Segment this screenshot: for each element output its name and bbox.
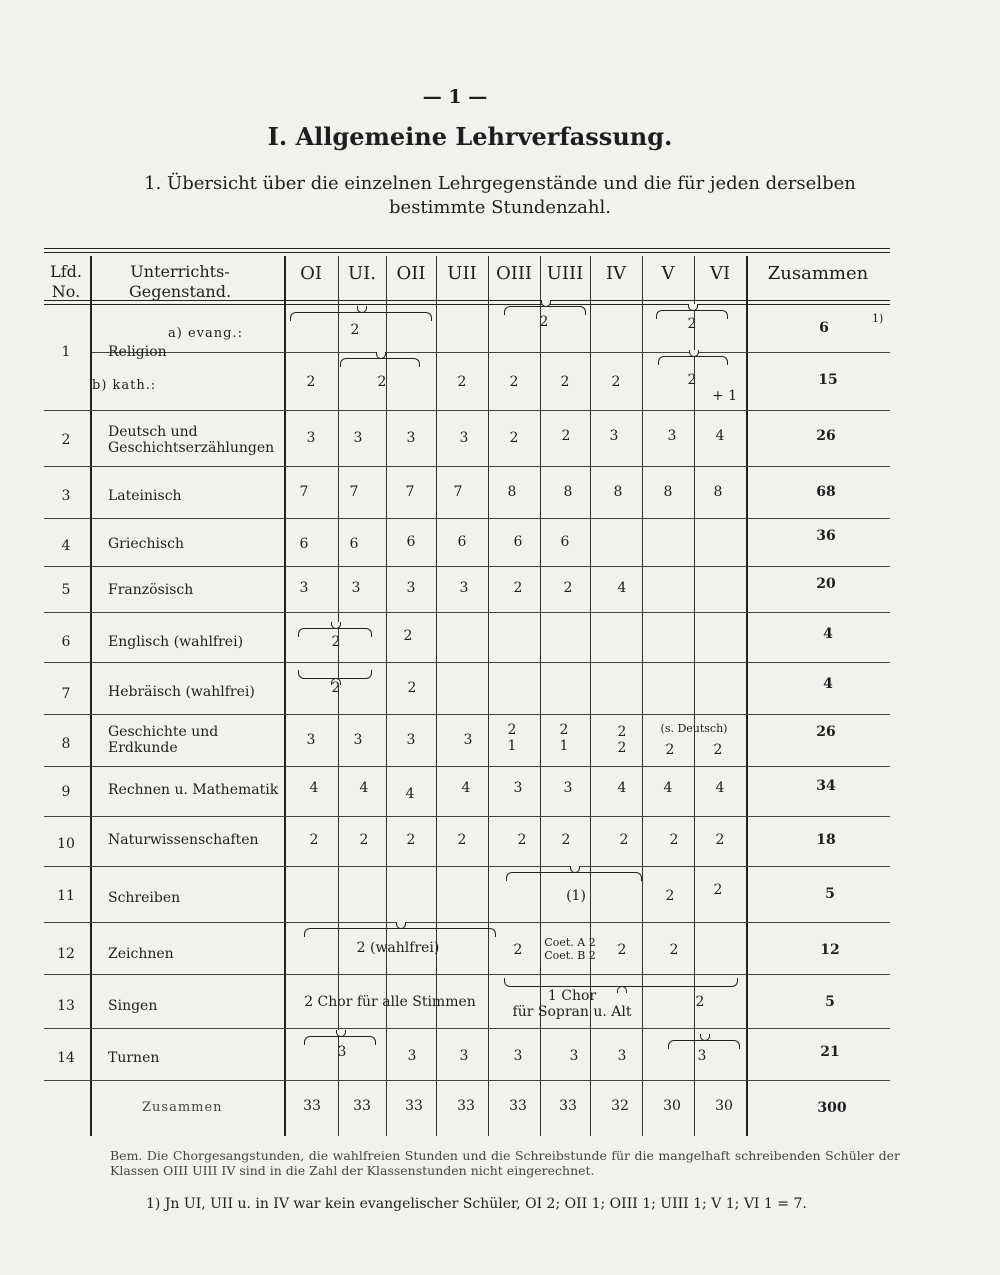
- row-8-oii: 3: [406, 732, 416, 748]
- row-3-uii: 7: [453, 484, 463, 500]
- row-3-total: 68: [816, 484, 836, 500]
- caption-line-2: bestimmte Stundenzahl.: [389, 197, 611, 218]
- row-2-subject: Deutsch und Geschichtserzählungen: [108, 424, 275, 456]
- table-caption: [110, 172, 890, 220]
- row-9-v: 4: [663, 780, 673, 796]
- row-1b-extra: + 1: [712, 388, 738, 404]
- row-5-total: 20: [816, 576, 836, 592]
- row-3-ui: 7: [349, 484, 359, 500]
- row-2-oi: 3: [306, 430, 316, 446]
- table-top-rule-2: [44, 252, 890, 253]
- row-1b-iv: 2: [611, 374, 621, 390]
- sum-iv: 32: [611, 1098, 629, 1114]
- brace-r13: [504, 978, 738, 987]
- sum-ui: 33: [353, 1098, 371, 1114]
- row-14-subject: Turnen: [108, 1050, 160, 1066]
- row-3-v: 8: [663, 484, 673, 500]
- row-11-vi: 2: [713, 882, 723, 898]
- row-11-total: 5: [825, 886, 835, 902]
- row-2-uii: 3: [459, 430, 469, 446]
- row-2-oii: 3: [406, 430, 416, 446]
- row-3-subject: Lateinisch: [108, 488, 182, 504]
- row-4-uiii: 6: [560, 534, 570, 550]
- col-divider-vi: [746, 256, 748, 1136]
- row-12-merged: 2 (wahlfrei): [356, 940, 440, 956]
- row-10-iv: 2: [619, 832, 629, 848]
- row-1a-oiii-uiii: 2: [539, 314, 549, 330]
- row-6-total: 4: [823, 626, 833, 642]
- row-2-uiii: 2: [561, 428, 571, 444]
- row-14-total: 21: [820, 1044, 840, 1060]
- row-1a-v-vi: 2: [687, 316, 697, 332]
- row-7-subject: Hebräisch (wahlfrei): [108, 684, 255, 700]
- row-14-iv: 3: [617, 1048, 627, 1064]
- row-5-no: 5: [61, 582, 71, 598]
- row-8-uiii: 2 1: [559, 722, 569, 754]
- row-3-uiii: 8: [563, 484, 573, 500]
- row-sep-14: [44, 1080, 890, 1081]
- row-4-no: 4: [61, 538, 71, 554]
- caption-line-1: 1. Übersicht über die einzelnen Lehrgegenstände und die für jeden derselben: [144, 173, 856, 194]
- row-1b-uiii: 2: [560, 374, 570, 390]
- row-1a-oi-oii: 2: [350, 322, 360, 338]
- row-12-subject: Zeichnen: [108, 946, 174, 962]
- row-14-uii: 3: [459, 1048, 469, 1064]
- header-uiii: UIII: [546, 263, 584, 284]
- page-number: — 1 —: [422, 86, 488, 108]
- header-bottom-rule-2: [44, 304, 890, 305]
- row-5-subject: Französisch: [108, 582, 194, 598]
- row-8-see-deutsch: (s. Deutsch): [660, 722, 728, 735]
- row-3-no: 3: [61, 488, 71, 504]
- row-5-ui: 3: [351, 580, 361, 596]
- sum-oiii: 33: [509, 1098, 527, 1114]
- row-14-no: 14: [57, 1050, 75, 1066]
- sum-uii: 33: [457, 1098, 475, 1114]
- row-4-oii: 6: [406, 534, 416, 550]
- row-8-vi: 2: [713, 742, 723, 758]
- row-6-oii: 2: [403, 628, 413, 644]
- row-14-oii: 3: [407, 1048, 417, 1064]
- row-14-uiii: 3: [569, 1048, 579, 1064]
- col-divider-iv: [642, 256, 643, 1136]
- sum-uiii: 33: [559, 1098, 577, 1114]
- row-12-oiii: 2: [513, 942, 523, 958]
- row-9-no: 9: [61, 784, 71, 800]
- row-7-no: 7: [61, 686, 71, 702]
- row-10-oi: 2: [309, 832, 319, 848]
- row-12-no: 12: [57, 946, 75, 962]
- row-3-oiii: 8: [507, 484, 517, 500]
- row-3-vi: 8: [713, 484, 723, 500]
- row-2-total: 26: [816, 428, 836, 444]
- row-5-oiii: 2: [513, 580, 523, 596]
- row-5-oi: 3: [299, 580, 309, 596]
- row-3-iv: 8: [613, 484, 623, 500]
- header-oi: OI: [300, 263, 322, 284]
- table-top-rule: [44, 248, 890, 249]
- row-2-no: 2: [61, 432, 71, 448]
- row-11-v: 2: [665, 888, 675, 904]
- header-subject: Unterrichts- Gegenstand.: [128, 262, 232, 301]
- row-1b-label: b) kath.:: [92, 378, 157, 393]
- row-13-merged-1: 2 Chor für alle Stimmen: [304, 994, 476, 1010]
- col-divider-uii: [488, 256, 489, 1136]
- row-5-oii: 3: [406, 580, 416, 596]
- row-sep-9: [44, 816, 890, 817]
- header-v: V: [661, 263, 675, 284]
- row-1b-v-vi: 2: [687, 372, 697, 388]
- row-4-subject: Griechisch: [108, 536, 185, 552]
- row-10-uii: 2: [457, 832, 467, 848]
- row-9-iv: 4: [617, 780, 627, 796]
- row-2-v: 3: [667, 428, 677, 444]
- row-10-uiii: 2: [561, 832, 571, 848]
- header-iv: IV: [605, 263, 627, 284]
- row-sep-1a: [92, 352, 890, 353]
- row-2-iv: 3: [609, 428, 619, 444]
- row-10-v: 2: [669, 832, 679, 848]
- row-3-oii: 7: [405, 484, 415, 500]
- row-9-total: 34: [816, 778, 836, 794]
- row-sep-8: [44, 766, 890, 767]
- row-13-v-vi: 2: [695, 994, 705, 1010]
- row-10-oii: 2: [406, 832, 416, 848]
- brace-r1b-1: [340, 358, 420, 367]
- row-10-subject: Naturwissenschaften: [108, 832, 259, 848]
- brace-r1b-2: [658, 356, 728, 365]
- row-9-ui: 4: [359, 780, 369, 796]
- row-12-iv: 2: [617, 942, 627, 958]
- header-lfd: Lfd. No.: [50, 262, 82, 301]
- row-1a-total: 6: [819, 320, 829, 336]
- sum-vi: 30: [715, 1098, 733, 1114]
- row-14-oiii: 3: [513, 1048, 523, 1064]
- row-13-no: 13: [57, 998, 75, 1014]
- sum-total: 300: [817, 1100, 847, 1116]
- row-10-total: 18: [816, 832, 836, 848]
- row-7-oii: 2: [407, 680, 417, 696]
- row-1-no: 1: [61, 344, 71, 360]
- row-9-uii: 4: [461, 780, 471, 796]
- col-divider-subject: [284, 256, 286, 1136]
- row-1-subject: Religion: [108, 344, 167, 360]
- header-total: Zusammen: [767, 263, 869, 284]
- row-6-no: 6: [61, 634, 71, 650]
- row-7-oi-ui: 2: [331, 680, 341, 696]
- remark: Bem. Die Chorgesangstunden, die wahlfreien Stunden und die Schreibstunde für die mangelhaft schreibenden Schüler der Klassen OIII UIII IV sind in die Zahl der Klassenstunden nicht eingerechnet.: [110, 1148, 900, 1178]
- row-5-uiii: 2: [563, 580, 573, 596]
- row-1a-footnote-mark: 1): [872, 312, 884, 325]
- row-8-v: 2: [665, 742, 675, 758]
- row-12-v: 2: [669, 942, 679, 958]
- row-9-oii: 4: [405, 786, 415, 802]
- header-vi: VI: [709, 263, 731, 284]
- row-sep-3: [44, 518, 890, 519]
- row-sep-11: [44, 922, 890, 923]
- row-8-total: 26: [816, 724, 836, 740]
- row-8-oi: 3: [306, 732, 316, 748]
- row-8-no: 8: [61, 736, 71, 752]
- row-sep-6: [44, 662, 890, 663]
- row-8-ui: 3: [353, 732, 363, 748]
- row-9-oi: 4: [309, 780, 319, 796]
- row-3-oi: 7: [299, 484, 309, 500]
- row-8-subject: Geschichte und Erdkunde: [108, 724, 219, 756]
- row-9-oiii: 3: [513, 780, 523, 796]
- row-12-total: 12: [820, 942, 840, 958]
- row-13-merged-2: 1 Chor für Sopran u. Alt: [512, 988, 632, 1020]
- row-1a-label: a) evang.:: [168, 326, 243, 341]
- row-9-uiii: 3: [563, 780, 573, 796]
- row-4-oi: 6: [299, 536, 309, 552]
- footnote: 1) Jn UI, UII u. in IV war kein evangelischer Schüler, OI 2; OII 1; OIII 1; UIII 1; V 1; VI 1 = 7.: [146, 1196, 807, 1212]
- row-14-oi-ui: 3: [337, 1044, 347, 1060]
- row-1b-total: 15: [818, 372, 838, 388]
- row-10-vi: 2: [715, 832, 725, 848]
- row-11-no: 11: [57, 888, 75, 904]
- row-11-subject: Schreiben: [108, 890, 181, 906]
- row-4-uii: 6: [457, 534, 467, 550]
- row-sep-13: [44, 1028, 890, 1029]
- row-sep-1: [44, 410, 890, 411]
- sum-v: 30: [663, 1098, 681, 1114]
- row-1b-oi: 2: [306, 374, 316, 390]
- row-sep-5: [44, 612, 890, 613]
- row-8-uii: 3: [463, 732, 473, 748]
- row-1b-oiii: 2: [509, 374, 519, 390]
- row-10-no: 10: [57, 836, 75, 852]
- row-1b-uii: 2: [457, 374, 467, 390]
- brace-r7: [298, 670, 372, 679]
- row-4-oiii: 6: [513, 534, 523, 550]
- header-oii: OII: [396, 263, 426, 284]
- row-9-subject: Rechnen u. Mathematik: [108, 782, 279, 798]
- sum-label: Zusammen: [142, 1100, 223, 1115]
- row-2-vi: 4: [715, 428, 725, 444]
- row-5-iv: 4: [617, 580, 627, 596]
- row-4-ui: 6: [349, 536, 359, 552]
- row-6-oi-ui: 2: [331, 634, 341, 650]
- header-oiii: OIII: [495, 263, 533, 284]
- row-11-merged: (1): [566, 888, 586, 904]
- header-ui: UI.: [347, 263, 377, 284]
- row-8-iv: 2 2: [617, 724, 627, 756]
- sum-oii: 33: [405, 1098, 423, 1114]
- row-4-total: 36: [816, 528, 836, 544]
- row-8-oiii: 2 1: [507, 722, 517, 754]
- sum-oi: 33: [303, 1098, 321, 1114]
- row-13-subject: Singen: [108, 998, 158, 1014]
- row-6-subject: Englisch (wahlfrei): [108, 634, 244, 650]
- row-sep-4: [44, 566, 890, 567]
- row-9-vi: 4: [715, 780, 725, 796]
- row-12-uiii: Coet. A 2 Coet. B 2: [544, 936, 596, 962]
- row-5-uii: 3: [459, 580, 469, 596]
- row-sep-7: [44, 714, 890, 715]
- brace-r11: [506, 872, 642, 881]
- row-7-total: 4: [823, 676, 833, 692]
- row-10-ui: 2: [359, 832, 369, 848]
- row-sep-10: [44, 866, 890, 867]
- row-sep-12: [44, 974, 890, 975]
- row-2-oiii: 2: [509, 430, 519, 446]
- section-title: I. Allgemeine Lehrverfassung.: [267, 122, 673, 151]
- header-uii: UII: [447, 263, 477, 284]
- row-1b-ui-oii: 2: [377, 374, 387, 390]
- row-2-ui: 3: [353, 430, 363, 446]
- row-14-v-vi: 3: [697, 1048, 707, 1064]
- row-sep-2: [44, 466, 890, 467]
- row-13-total: 5: [825, 994, 835, 1010]
- brace-r1a-1: [290, 312, 432, 321]
- row-10-oiii: 2: [517, 832, 527, 848]
- brace-r12: [304, 928, 496, 937]
